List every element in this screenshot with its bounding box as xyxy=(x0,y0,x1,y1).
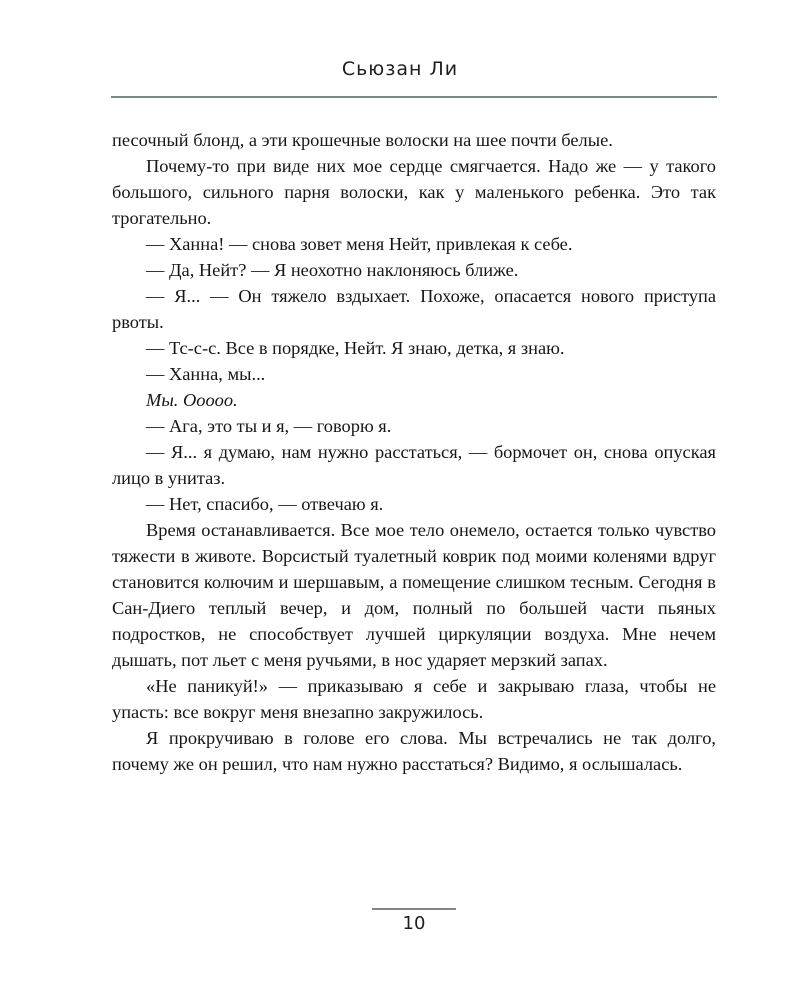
page-body-text xyxy=(112,127,716,777)
dialogue-line: — Ага, это ты и я, — говорю я. xyxy=(146,416,392,436)
header-divider xyxy=(111,96,717,98)
paragraph: Почему-то при виде них мое сердце смягчается. Надо же — у такого большого, сильного парня волоски, как у маленького ребенка. Это так трогательно. xyxy=(112,156,716,228)
page-number: 10 xyxy=(402,913,426,934)
paragraph-continuation: песочный блонд, а эти крошечные волоски на шее почти белые. xyxy=(112,130,613,150)
dialogue-line: — Я... я думаю, нам нужно расстаться, — бормочет он, снова опуская лицо в унитаз. xyxy=(112,442,716,488)
dialogue-line: — Тс-с-с. Все в порядке, Нейт. Я знаю, детка, я знаю. xyxy=(146,338,565,358)
paragraph: Время останавливается. Все мое тело онемело, остается только чувство тяжести в животе. Ворсистый туалетный коврик под моими коленями вдруг становится колючим и шершавым, а помещение слишком тесным. Сегодня в Сан-Диего теплый вечер, и дом, полный по большей части пьяных подростков, не способствует лучшей циркуляции воздуха. Мне нечем дышать, пот льет с меня ручьями, в нос ударяет мерзкий запах. xyxy=(112,520,716,670)
dialogue-line: — Да, Нейт? — Я неохотно наклоняюсь ближе. xyxy=(146,260,519,280)
dialogue-line: — Я... — Он тяжело вздыхает. Похоже, опасается нового приступа рвоты. xyxy=(112,286,716,332)
italic-thought-line: Мы. Ооооо. xyxy=(146,390,238,410)
running-header-author: Сьюзан Ли xyxy=(341,58,459,80)
dialogue-line: — Ханна, мы... xyxy=(146,364,266,384)
dialogue-line: — Нет, спасибо, — отвечаю я. xyxy=(146,494,384,514)
page-number-divider xyxy=(372,908,456,910)
paragraph: Я прокручиваю в голове его слова. Мы встречались не так долго, почему же он решил, что нам нужно расстаться? Видимо, я ослышалась. xyxy=(112,728,716,774)
dialogue-line: — Ханна! — снова зовет меня Нейт, привлекая к себе. xyxy=(146,234,573,254)
paragraph: «Не паникуй!» — приказываю я себе и закрываю глаза, чтобы не упасть: все вокруг меня внезапно закружилось. xyxy=(112,676,716,722)
